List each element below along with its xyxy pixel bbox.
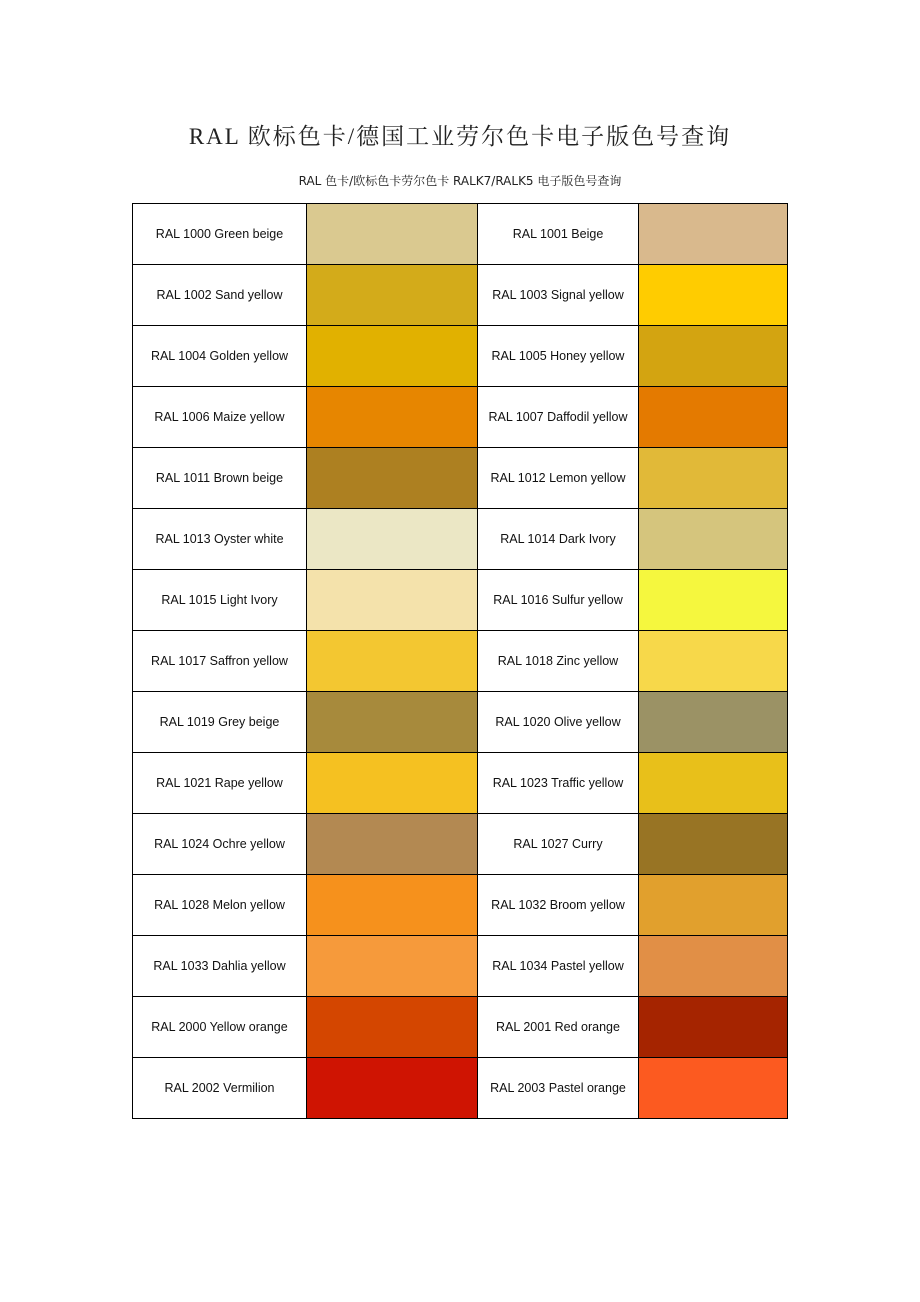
- table-row: [133, 570, 788, 631]
- color-name-cell: RAL 1006 Maize yellow: [133, 387, 307, 448]
- color-name-cell: RAL 1027 Curry: [478, 814, 639, 875]
- color-swatch: [639, 692, 788, 753]
- color-name-cell: RAL 1001 Beige: [478, 204, 639, 265]
- color-swatch: [307, 326, 478, 387]
- table-row: [133, 814, 788, 875]
- table-row: [133, 204, 788, 265]
- color-swatch: [307, 1058, 478, 1119]
- color-name-cell: RAL 1007 Daffodil yellow: [478, 387, 639, 448]
- color-name-cell: RAL 2001 Red orange: [478, 997, 639, 1058]
- color-name-cell: RAL 1016 Sulfur yellow: [478, 570, 639, 631]
- color-swatch: [639, 265, 788, 326]
- color-name-cell: RAL 1033 Dahlia yellow: [133, 936, 307, 997]
- color-name-cell: RAL 1011 Brown beige: [133, 448, 307, 509]
- color-name-cell: RAL 1003 Signal yellow: [478, 265, 639, 326]
- color-name-cell: RAL 1021 Rape yellow: [133, 753, 307, 814]
- color-swatch: [307, 204, 478, 265]
- page-title: RAL 欧标色卡/德国工业劳尔色卡电子版色号查询: [188, 124, 732, 149]
- color-swatch: [639, 387, 788, 448]
- color-name-cell: RAL 1020 Olive yellow: [478, 692, 639, 753]
- color-name-cell: RAL 1019 Grey beige: [133, 692, 307, 753]
- table-row: [133, 1058, 788, 1119]
- color-table-body: [133, 204, 788, 1119]
- table-row: [133, 387, 788, 448]
- table-row: [133, 265, 788, 326]
- color-name-cell: RAL 1034 Pastel yellow: [478, 936, 639, 997]
- color-name-cell: RAL 2002 Vermilion: [133, 1058, 307, 1119]
- color-name-cell: RAL 1005 Honey yellow: [478, 326, 639, 387]
- color-name-cell: RAL 1013 Oyster white: [133, 509, 307, 570]
- page-subtitle: RAL 色卡/欧标色卡劳尔色卡 RALK7/RALK5 电子版色号查询: [298, 174, 622, 188]
- color-swatch: [307, 997, 478, 1058]
- ral-color-table: [132, 203, 788, 1119]
- color-swatch: [639, 509, 788, 570]
- color-swatch: [639, 570, 788, 631]
- color-swatch: [307, 814, 478, 875]
- table-row: [133, 631, 788, 692]
- color-swatch: [639, 448, 788, 509]
- color-name-cell: RAL 1017 Saffron yellow: [133, 631, 307, 692]
- color-name-cell: RAL 1014 Dark Ivory: [478, 509, 639, 570]
- color-name-cell: RAL 1015 Light Ivory: [133, 570, 307, 631]
- color-name-cell: RAL 1004 Golden yellow: [133, 326, 307, 387]
- color-name-cell: RAL 1028 Melon yellow: [133, 875, 307, 936]
- color-swatch: [307, 753, 478, 814]
- color-swatch: [639, 326, 788, 387]
- color-name-cell: RAL 1023 Traffic yellow: [478, 753, 639, 814]
- color-swatch: [639, 204, 788, 265]
- color-swatch: [307, 509, 478, 570]
- color-swatch: [639, 1058, 788, 1119]
- color-name-cell: RAL 2000 Yellow orange: [133, 997, 307, 1058]
- color-name-cell: RAL 1018 Zinc yellow: [478, 631, 639, 692]
- table-row: [133, 509, 788, 570]
- color-swatch: [307, 265, 478, 326]
- color-swatch: [639, 631, 788, 692]
- color-swatch: [307, 692, 478, 753]
- color-swatch: [639, 936, 788, 997]
- color-name-cell: RAL 1032 Broom yellow: [478, 875, 639, 936]
- table-row: [133, 326, 788, 387]
- table-row: [133, 692, 788, 753]
- color-swatch: [307, 936, 478, 997]
- color-name-cell: RAL 1012 Lemon yellow: [478, 448, 639, 509]
- color-swatch: [307, 448, 478, 509]
- color-name-cell: RAL 2003 Pastel orange: [478, 1058, 639, 1119]
- color-name-cell: RAL 1024 Ochre yellow: [133, 814, 307, 875]
- color-swatch: [307, 387, 478, 448]
- color-swatch: [307, 631, 478, 692]
- table-row: [133, 448, 788, 509]
- color-swatch: [307, 875, 478, 936]
- color-swatch: [307, 570, 478, 631]
- color-name-cell: RAL 1002 Sand yellow: [133, 265, 307, 326]
- color-name-cell: RAL 1000 Green beige: [133, 204, 307, 265]
- color-swatch: [639, 875, 788, 936]
- table-row: [133, 936, 788, 997]
- table-row: [133, 753, 788, 814]
- table-row: [133, 875, 788, 936]
- table-row: [133, 997, 788, 1058]
- color-swatch: [639, 753, 788, 814]
- color-swatch: [639, 997, 788, 1058]
- color-swatch: [639, 814, 788, 875]
